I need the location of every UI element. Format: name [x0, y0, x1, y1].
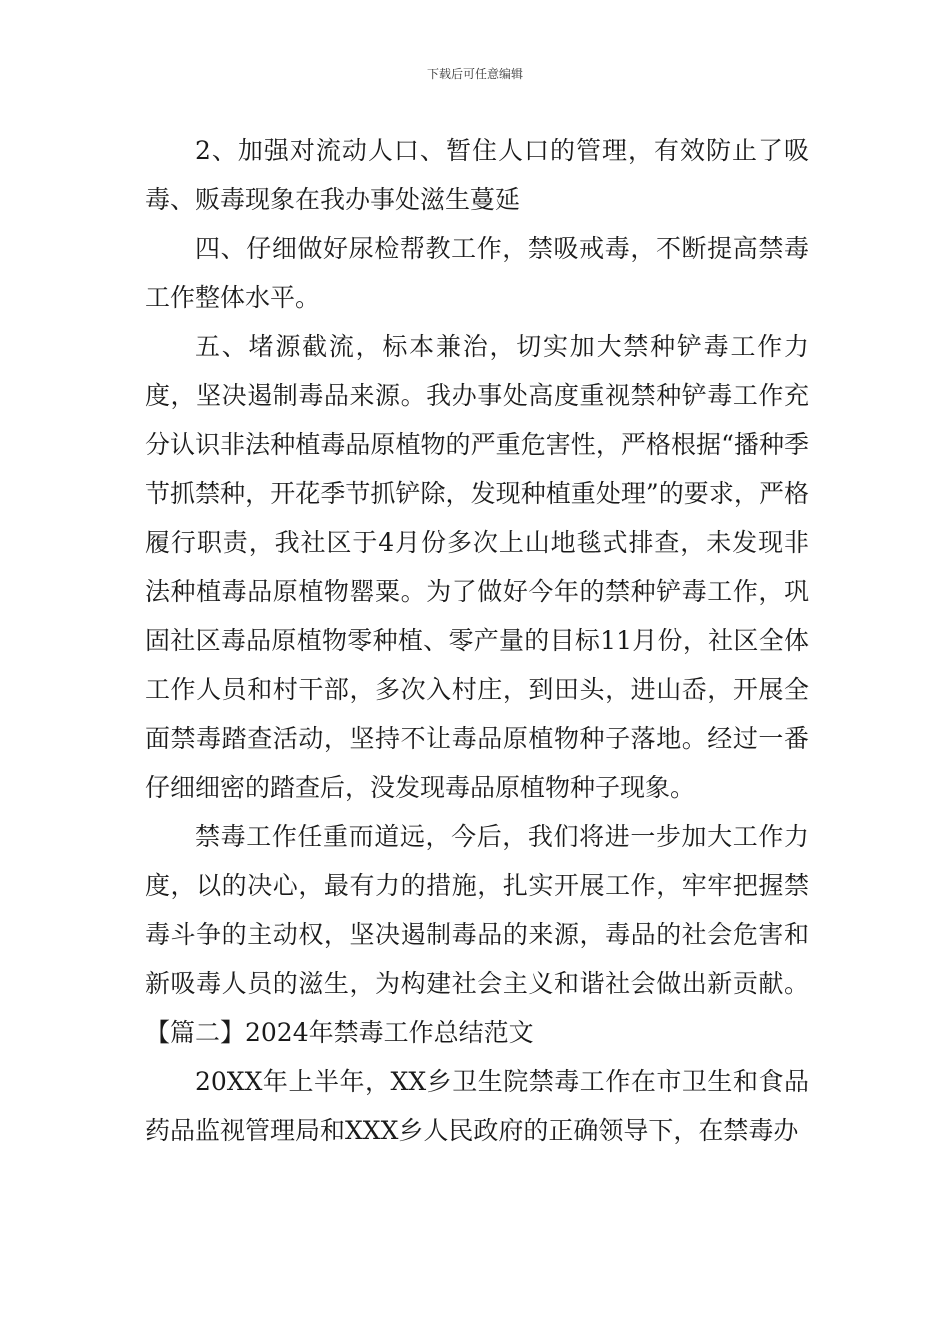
paragraph-1: 2、加强对流动人口、暂住人口的管理，有效防止了吸毒、贩毒现象在我办事处滋生蔓延: [145, 136, 809, 214]
document-body: [145, 126, 809, 1155]
paragraph-2: 四、仔细做好尿检帮教工作，禁吸戒毒，不断提高禁毒工作整体水平。: [145, 234, 809, 312]
paragraph-5: 20XX年上半年，XX乡卫生院禁毒工作在市卫生和食品药品监视管理局和XXX乡人民政府的正确领导下，在禁毒办: [145, 1067, 809, 1145]
paragraph-3: 五、堵源截流，标本兼治，切实加大禁种铲毒工作力度，坚决遏制毒品来源。我办事处高度重视禁种铲毒工作充分认识非法种植毒品原植物的严重危害性，严格根据“播种季节抓禁种，开花季节抓铲除，发现种植重处理”的要求，严格履行职责，我社区于4月份多次上山地毯式排查，未发现非法种植毒品原植物罂粟。为了做好今年的禁种铲毒工作，巩固社区毒品原植物零种植、零产量的目标11月份，社区全体工作人员和村干部，多次入村庄，到田头，进山岙，开展全面禁毒踏查活动，坚持不让毒品原植物种子落地。经过一番仔细细密的踏查后，没发现毒品原植物种子现象。: [145, 332, 809, 802]
paragraph-4: 禁毒工作任重而道远，今后，我们将进一步加大工作力度，以的决心，最有力的措施，扎实开展工作，牢牢把握禁毒斗争的主动权，坚决遏制毒品的来源，毒品的社会危害和新吸毒人员的滋生，为构建社会主义和谐社会做出新贡献。【篇二】2024年禁毒工作总结范文: [145, 822, 809, 1047]
page-header: 下载后可任意编辑: [426, 67, 523, 81]
